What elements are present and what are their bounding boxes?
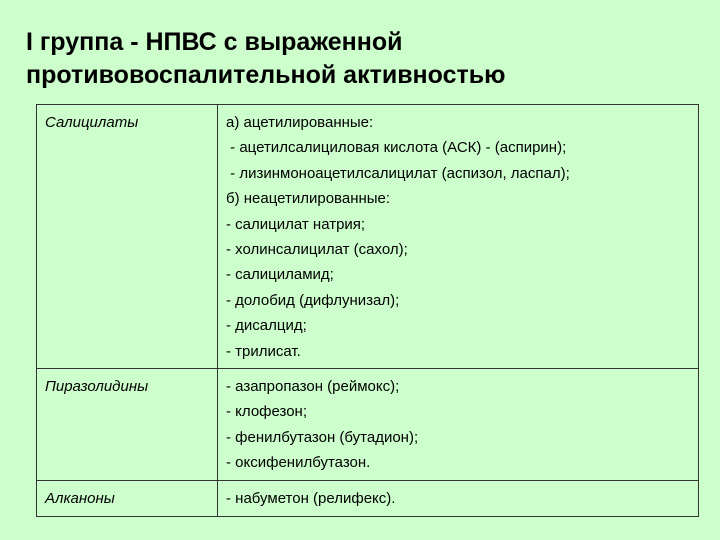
drug-item: - ацетилсалициловая кислота (АСК) - (аспирин); bbox=[226, 139, 567, 157]
drug-item: а) ацетилированные: bbox=[226, 114, 374, 131]
drug-item: - азапропазон (реймокс); bbox=[226, 378, 400, 396]
table-row-salicylates bbox=[37, 105, 699, 369]
drug-item: - набуметон (релифекс). bbox=[226, 489, 396, 507]
drug-item: - лизинмоноацетилсалицилат (аспизол, ласпал); bbox=[226, 164, 570, 182]
page-title bbox=[26, 26, 686, 92]
drug-list-cell bbox=[218, 480, 699, 516]
drug-list-cell bbox=[218, 369, 699, 481]
category-cell bbox=[37, 105, 218, 369]
category-cell bbox=[37, 369, 218, 481]
drug-list-cell bbox=[218, 105, 699, 369]
drug-item: б) неацетилированные: bbox=[226, 190, 391, 208]
category-cell bbox=[37, 480, 218, 516]
drug-item: - долобид (дифлунизал); bbox=[226, 291, 400, 309]
drug-item: - оксифенилбутазон. bbox=[226, 454, 371, 472]
drug-item: - холинсалицилат (сахол); bbox=[226, 241, 408, 259]
drug-list bbox=[218, 481, 698, 515]
table-row-alkanones bbox=[37, 480, 699, 516]
drug-list bbox=[218, 105, 698, 368]
drug-item: - дисалцид; bbox=[226, 317, 307, 335]
title-line-2: противовоспалительной активностью bbox=[26, 61, 506, 89]
category-label: Пиразолидины bbox=[45, 378, 149, 396]
drug-item: - салициламид; bbox=[226, 266, 334, 284]
category-label: Алканоны bbox=[45, 489, 115, 507]
table-row-pyrazolidines bbox=[37, 369, 699, 481]
drug-item: - клофезон; bbox=[226, 403, 308, 421]
title-line-1: I группа - НПВС с выраженной bbox=[26, 28, 403, 56]
category-label: Салицилаты bbox=[45, 114, 139, 131]
drug-item: - салицилат натрия; bbox=[226, 215, 366, 233]
drug-list bbox=[218, 369, 698, 480]
drug-item: - трилисат. bbox=[226, 342, 301, 360]
nsaid-classification-table bbox=[36, 104, 699, 517]
drug-item: - фенилбутазон (бутадион); bbox=[226, 428, 419, 446]
